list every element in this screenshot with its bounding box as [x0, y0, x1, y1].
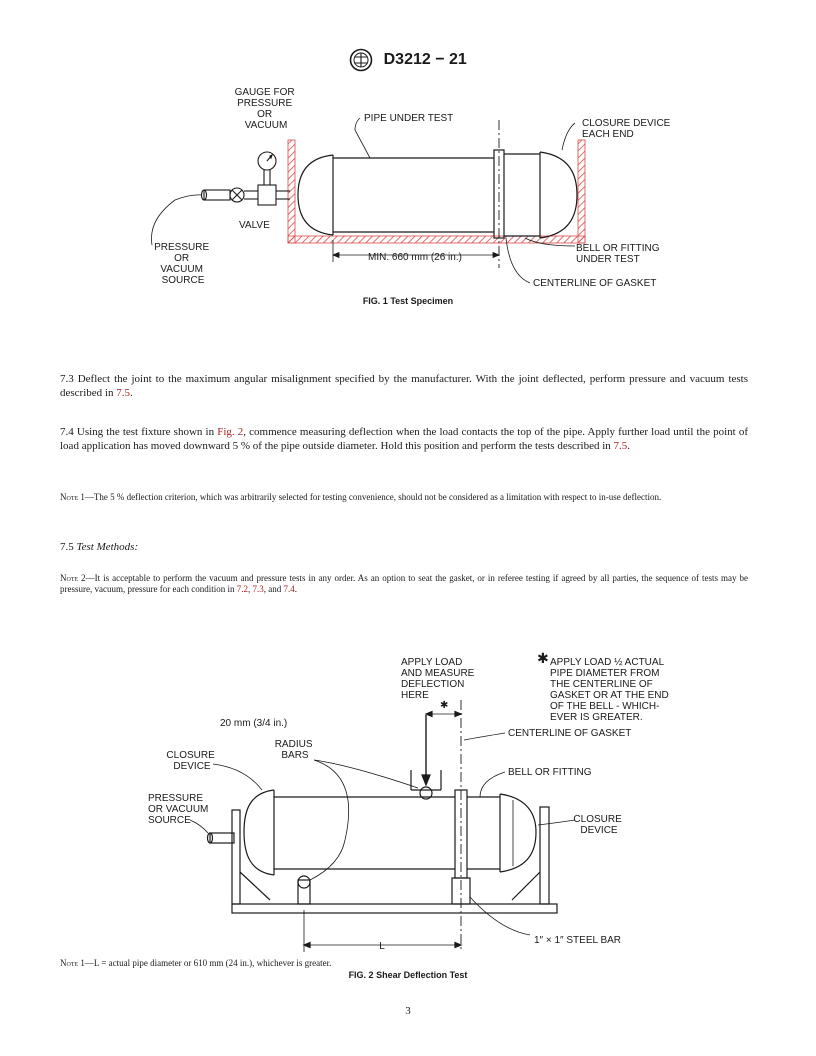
min-length-label: MIN. 660 mm (26 in.): [368, 252, 462, 263]
paragraph-7-5: 7.5 Test Methods:: [60, 541, 139, 553]
figure-2-leaders: [190, 733, 575, 935]
valve-gauge-assembly: [202, 152, 291, 205]
asterisk-dimension-marker: ✱: [440, 700, 449, 711]
note-2: Note 2—It is acceptable to perform the vacuum and pressure tests in any order. As an option to seat the gasket, or in referee testing if agreed by all parties, the sequence of tests may be pressure, vacuum, pressure for each condition in 7.2, 7.3, and 7.4.: [60, 573, 748, 594]
l-dimension-label: L: [379, 941, 385, 952]
centerline-of-gasket-label: CENTERLINE OF GASKET: [508, 728, 632, 739]
pipe-under-test-label: PIPE UNDER TEST: [364, 113, 454, 124]
bell-or-fitting-label: BELL OR FITTING: [508, 767, 592, 778]
standard-designation: D3212 − 21: [383, 51, 467, 68]
pressure-source-label: PRESSURE OR VACUUM SOURCE: [154, 242, 210, 286]
shear-fixture: [208, 700, 558, 952]
valve-label: VALVE: [239, 220, 270, 231]
closure-device-right-label: CLOSURE DEVICE: [573, 814, 622, 836]
steel-bar-label: 1″ × 1″ STEEL BAR: [534, 935, 622, 946]
closure-device-label: CLOSURE DEVICE EACH END: [582, 118, 671, 140]
asterisk-note-marker: ✱: [537, 651, 549, 667]
figure-2-caption: FIG. 2 Shear Deflection Test: [348, 970, 468, 980]
figure-1-test-specimen: [0, 0, 816, 320]
paragraph-7-4: 7.4 Using the test fixture shown in Fig. 2, commence measuring deflection when the load contacts the top of the pipe. Apply further load until the point of load application has moved downward 5 % of the pipe outside diameter. Hold this position and perform the tests described in 7.5.: [60, 426, 748, 452]
page-number: 3: [405, 1005, 411, 1017]
apply-load-label: APPLY LOAD AND MEASURE DEFLECTION HERE: [401, 657, 475, 701]
note-1: Note 1—The 5 % deflection criterion, which was arbitrarily selected for testing convenience, should not be considered as a limitation with respect to in-use deflection.: [60, 492, 662, 502]
asterisk-note-text: APPLY LOAD ½ ACTUAL PIPE DIAMETER FROM THE CENTERLINE OF GASKET OR AT THE END OF THE BELL - WHICH- EVER IS GREATER.: [550, 657, 669, 723]
figure-2-note: Note 1—L = actual pipe diameter or 610 mm (24 in.), whichever is greater.: [60, 958, 332, 968]
closure-device-left-label: CLOSURE DEVICE: [166, 750, 215, 772]
ref-7-5-link[interactable]: 7.5: [613, 440, 628, 452]
paragraph-7-3: 7.3 Deflect the joint to the maximum angular misalignment specified by the manufacturer. With the joint deflected, perform pressure and vacuum tests described in 7.5.: [60, 373, 748, 399]
ref-fig-2-link[interactable]: Fig. 2: [217, 426, 244, 438]
bar-size-label: 20 mm (3/4 in.): [220, 718, 288, 729]
gauge-label: GAUGE FOR PRESSURE OR VACUUM: [234, 87, 295, 131]
bell-or-fitting-label: BELL OR FITTING UNDER TEST: [576, 243, 660, 265]
figure-1-caption: FIG. 1 Test Specimen: [362, 296, 454, 306]
radius-bars-label: RADIUS BARS: [274, 739, 313, 761]
ref-7-3-link[interactable]: 7.3: [252, 584, 264, 594]
figure-2-shear-deflection-test: [0, 640, 816, 990]
ref-7-2-link[interactable]: 7.2: [236, 584, 248, 594]
centerline-label: CENTERLINE OF GASKET: [533, 278, 657, 289]
pipe-under-test: [298, 120, 577, 268]
ref-7-4-link[interactable]: 7.4: [283, 584, 295, 594]
ref-7-5-link[interactable]: 7.5: [116, 387, 130, 399]
pressure-source-label: PRESSURE OR VACUUM SOURCE: [148, 793, 209, 826]
